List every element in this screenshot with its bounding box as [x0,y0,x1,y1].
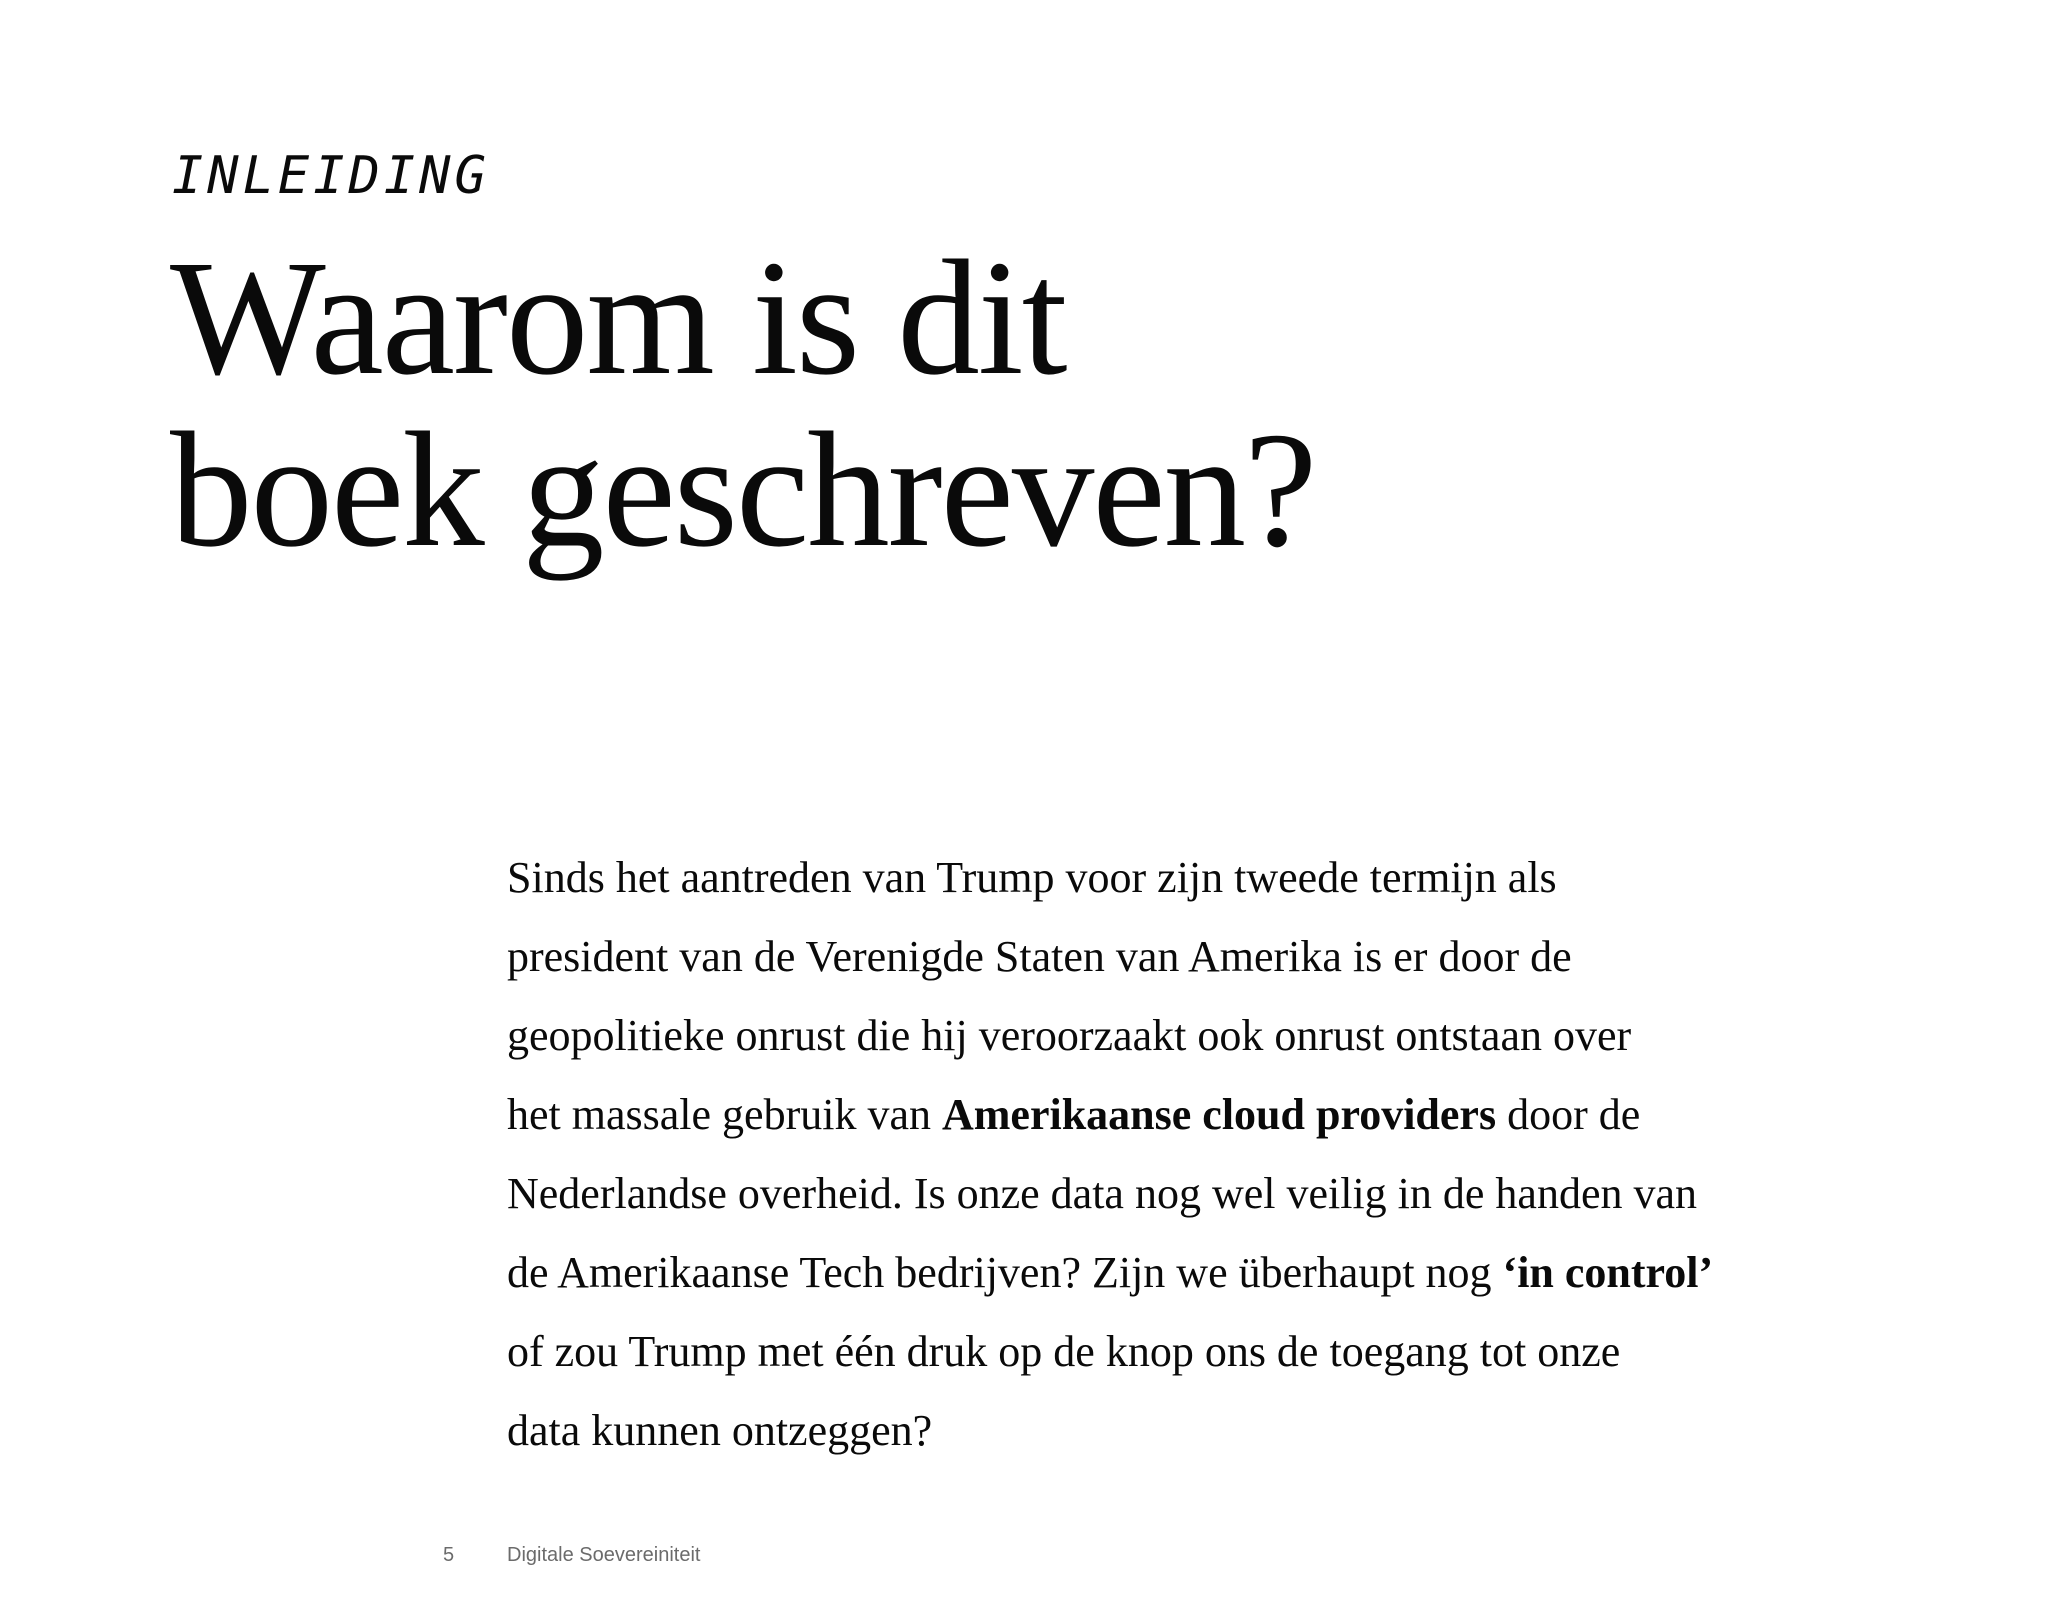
text-run: door de [1496,1090,1641,1139]
bold-term-cloud-providers: Amerikaanse cloud providers [941,1090,1497,1139]
paragraph-line [507,1233,1847,1312]
page-title-line-1: Waarom is dit [170,226,1066,409]
text-run: de Amerikaanse Tech bedrijven? Zijn we überhaupt nog [507,1248,1503,1297]
paragraph-line: Sinds het aantreden van Trump voor zijn tweede termijn als [507,853,1557,902]
page-title [170,226,1670,581]
intro-paragraph [507,838,1847,1470]
paragraph-line: of zou Trump met één druk op de knop ons de toegang tot onze [507,1327,1621,1376]
page-number: 5 [443,1544,455,1566]
paragraph-line [507,1075,1847,1154]
bold-term-in-control: ‘in control’ [1502,1248,1714,1297]
paragraph-line: data kunnen ontzeggen? [507,1406,933,1455]
page-title-line-2: boek geschreven? [170,398,1316,581]
text-run: het massale gebruik van [507,1090,942,1139]
section-kicker: INLEIDING [172,146,490,206]
paragraph-line: Nederlandse overheid. Is onze data nog wel veilig in de handen van [507,1169,1698,1218]
running-title: Digitale Soevereiniteit [507,1544,701,1566]
paragraph-line: president van de Verenigde Staten van Amerika is er door de [507,932,1572,981]
paragraph-line: geopolitieke onrust die hij veroorzaakt ook onrust ontstaan over [507,1011,1632,1060]
